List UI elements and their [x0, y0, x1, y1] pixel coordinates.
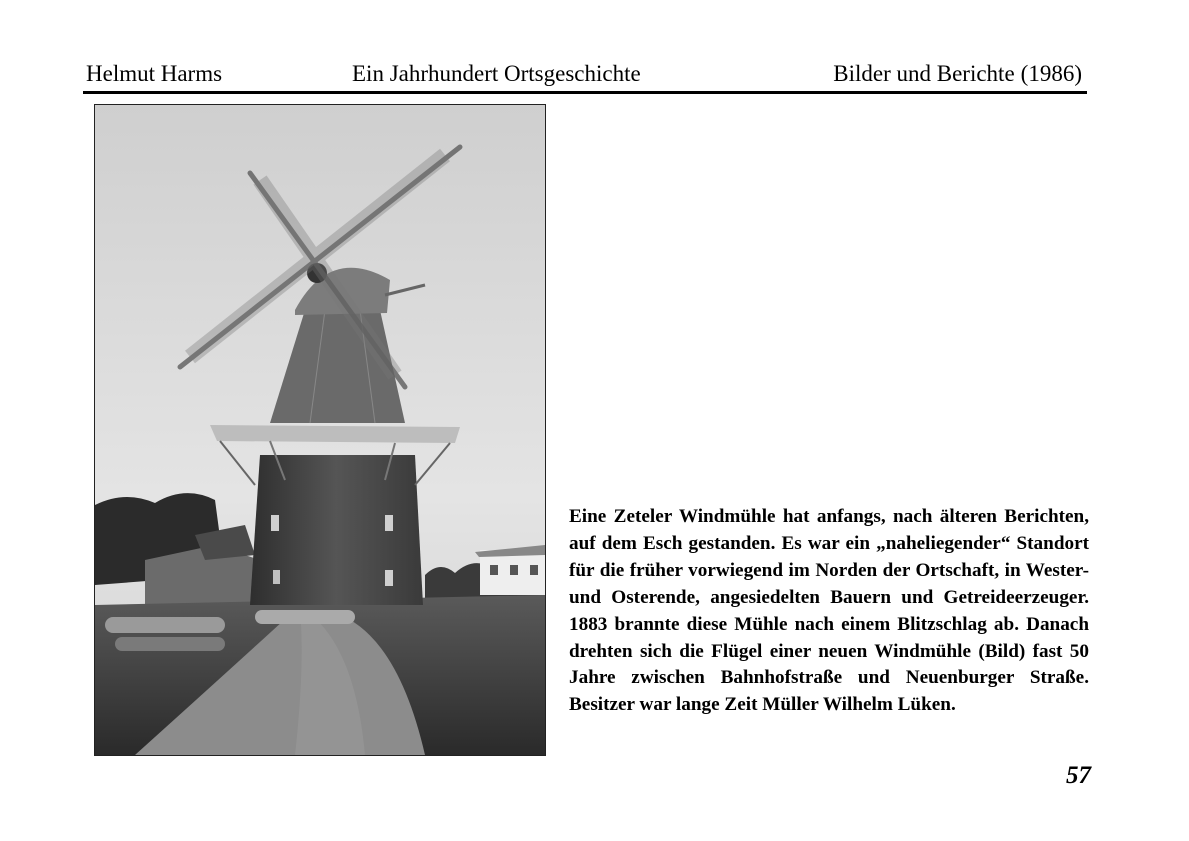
page-number: 57	[1066, 762, 1091, 789]
windmill-illustration	[95, 105, 545, 755]
header-year: (1986)	[1020, 61, 1082, 86]
header-author: Helmut Harms	[86, 61, 223, 86]
page-header	[84, 60, 1086, 90]
windmill-photo	[94, 104, 546, 756]
header-series	[833, 60, 1082, 88]
header-rule	[83, 91, 1087, 94]
photo-caption: Eine Zeteler Windmühle hat anfangs, nach älteren Berichten, auf dem Esch gestanden. Es war ein „naheliegender“ Standort für die früher vorwiegend im Norden der Ortschaft, in Wester- und Osterende, angesiedelten Bauern und Getreideerzeuger. 1883 brannte diese Mühle nach einem Blitzschlag ab. Danach drehten sich die Flügel einer neuen Windmühle (Bild) fast 50 Jahre zwischen Bahnhofstraße und Neuenburger Straße. Besitzer war lange Zeit Müller Wilhelm Lüken.	[569, 506, 1089, 716]
header-series-label: Bilder und Berichte	[833, 61, 1015, 86]
header-title: Ein Jahrhundert Ortsgeschichte	[352, 61, 641, 86]
